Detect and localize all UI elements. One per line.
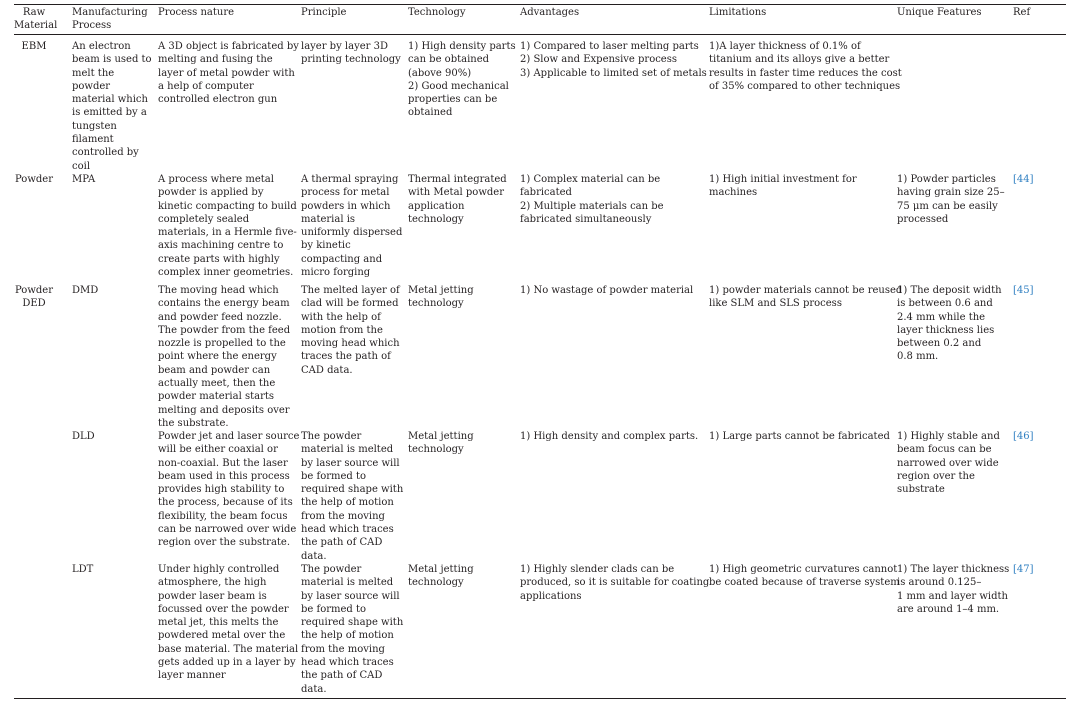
cell-line: having grain size 25– — [897, 187, 1005, 199]
cell-line: tungsten — [72, 120, 117, 132]
cell-line: DLD — [72, 431, 95, 442]
cell-line: atmosphere, the high — [158, 577, 267, 589]
cell-line: powders in which — [301, 200, 391, 212]
cell-line: a help of computer — [158, 80, 254, 92]
cell-line: Powder — [14, 174, 53, 185]
cell-line: non-coaxial. But the laser — [158, 457, 288, 469]
cell-technology — [408, 40, 516, 120]
cell-line: The powder — [301, 431, 362, 442]
cell-line: of 35% compared to other techniques — [709, 80, 901, 92]
cell-line: EBM — [21, 41, 47, 52]
header-process-nature: Process nature — [158, 7, 235, 18]
header-ref: Ref — [1013, 7, 1031, 18]
cell-features — [897, 430, 1000, 496]
cell-line: An electron — [72, 41, 131, 52]
cell-ref[interactable]: [45] — [1013, 285, 1034, 296]
cell-line: contains the energy beam — [158, 298, 290, 310]
cell-line: fabricated simultaneously — [520, 213, 652, 225]
cell-line: narrowed over wide — [897, 457, 999, 469]
cell-line: coil — [72, 160, 91, 172]
cell-line: be coated because of traverse system — [709, 577, 900, 589]
cell-line: kinetic compacting to build — [158, 200, 297, 212]
cell-line: point where the energy — [158, 351, 277, 363]
cell-line: controlled by — [72, 147, 139, 159]
cell-line: powder laser beam is — [158, 590, 267, 602]
cell-line: is between 0.6 and — [897, 298, 993, 310]
cell-line: 2) Slow and Expensive process — [520, 54, 677, 66]
cell-line: A 3D object is fabricated by — [158, 41, 299, 52]
header-unique-features: Unique Features — [897, 7, 982, 18]
cell-line: 1) No wastage of powder material — [520, 285, 694, 296]
cell-line: obtained — [408, 107, 453, 119]
cell-line: (above 90%) — [408, 67, 472, 79]
cell-advantages — [520, 430, 698, 443]
cell-line: results in faster time reduces the cost — [709, 67, 902, 79]
cell-line: MPA — [72, 174, 96, 185]
cell-line: beam focus can be — [897, 444, 992, 456]
cell-line: The powder — [301, 564, 362, 575]
cell-line: 1) High initial investment for — [709, 174, 857, 185]
cell-nature — [158, 430, 299, 550]
cell-line: head which traces — [301, 524, 394, 536]
cell-principle — [301, 40, 401, 67]
header-raw-material-line: Material — [14, 20, 58, 32]
cell-line: technology — [408, 444, 464, 456]
cell-line: 3) Applicable to limited set of metals — [520, 67, 707, 79]
cell-raw-material — [14, 40, 54, 53]
cell-line: provides high stability to — [158, 484, 285, 496]
cell-technology — [408, 563, 474, 590]
cell-limitations — [709, 430, 890, 443]
cell-principle — [301, 430, 403, 563]
cell-line: application — [408, 200, 465, 212]
cell-line: Powder jet and laser source — [158, 431, 300, 442]
cell-line: layer manner — [158, 670, 226, 682]
cell-line: melt the — [72, 67, 115, 79]
cell-process — [72, 173, 95, 186]
cell-process — [72, 430, 95, 443]
cell-line: 2.4 mm while the — [897, 311, 986, 323]
cell-line: is around 0.125– — [897, 577, 982, 589]
cell-line: beam used in this process — [158, 470, 290, 482]
cell-line: can be narrowed over wide — [158, 524, 297, 536]
cell-line: machines — [709, 187, 758, 199]
cell-advantages — [520, 563, 709, 603]
cell-line: CAD data. — [301, 364, 353, 376]
cell-line: Metal jetting — [408, 564, 474, 575]
cell-line: technology — [408, 298, 464, 310]
cell-line: clad will be formed — [301, 298, 399, 310]
header-raw-material — [14, 6, 58, 33]
cell-line: 1 mm and layer width — [897, 590, 1008, 602]
cell-line: material is melted — [301, 577, 394, 589]
cell-line: between 0.2 and — [897, 338, 982, 350]
cell-line: 1) Powder particles — [897, 174, 996, 185]
cell-advantages — [520, 40, 707, 80]
cell-line: 1) The deposit width — [897, 285, 1002, 296]
cell-nature — [158, 40, 299, 106]
table-top-rule — [14, 4, 1066, 5]
header-manufacturing-process-line: Manufacturing — [72, 7, 148, 18]
cell-line: 1) powder materials cannot be reused — [709, 285, 903, 296]
cell-technology — [408, 430, 474, 457]
cell-line: with the help of — [301, 311, 381, 323]
cell-line: be formed to — [301, 470, 367, 482]
cell-line: Metal jetting — [408, 431, 474, 442]
cell-line: 1) High geometric curvatures cannot — [709, 564, 898, 575]
header-limitations: Limitations — [709, 7, 767, 18]
cell-ref[interactable]: [46] — [1013, 431, 1034, 442]
cell-line: flexibility, the beam focus — [158, 510, 288, 522]
cell-features — [897, 173, 1005, 226]
header-technology: Technology — [408, 7, 466, 18]
cell-line: completely sealed — [158, 213, 250, 225]
cell-line: 1)A layer thickness of 0.1% of — [709, 41, 861, 52]
cell-line: 1) Highly slender clads can be — [520, 564, 675, 575]
cell-line: micro forging — [301, 267, 371, 279]
cell-principle — [301, 284, 400, 377]
cell-line: by laser source will — [301, 590, 400, 602]
cell-line: nozzle is propelled to the — [158, 338, 286, 350]
cell-line: material which — [72, 94, 148, 106]
cell-line: layer of metal powder with — [158, 67, 295, 79]
cell-line: focussed over the powder — [158, 603, 289, 615]
cell-line: can be obtained — [408, 54, 490, 66]
cell-line: the path of CAD — [301, 537, 383, 549]
cell-line: the help of motion — [301, 630, 394, 642]
header-manufacturing-process — [72, 6, 148, 33]
cell-line: 2) Good mechanical — [408, 80, 509, 92]
cell-technology — [408, 284, 474, 311]
cell-advantages — [520, 284, 693, 297]
cell-line: the process, because of its — [158, 497, 293, 509]
cell-line: 1) The layer thickness — [897, 564, 1010, 575]
cell-line: Under highly controlled — [158, 564, 280, 575]
cell-line: from the moving — [301, 643, 385, 655]
cell-technology — [408, 173, 507, 226]
cell-line: filament — [72, 134, 114, 146]
cell-line: region over the — [897, 470, 975, 482]
cell-line: 1) Highly stable and — [897, 431, 1000, 442]
header-advantages: Advantages — [520, 7, 580, 18]
header-principle: Principle — [301, 7, 347, 18]
header-raw-material-line: Raw — [22, 7, 46, 18]
cell-features — [897, 284, 1002, 364]
cell-line: will be either coaxial or — [158, 444, 278, 456]
cell-line: be formed to — [301, 603, 367, 615]
cell-line: layer thickness lies — [897, 324, 995, 336]
cell-line: substrate — [897, 484, 945, 496]
cell-line: the substrate. — [158, 417, 229, 429]
cell-principle — [301, 173, 402, 279]
cell-limitations — [709, 173, 857, 200]
cell-line: powdered metal over the — [158, 630, 286, 642]
cell-line: with Metal powder — [408, 187, 504, 199]
cell-line: technology — [408, 213, 464, 225]
cell-line: powder is applied by — [158, 187, 264, 199]
cell-line: printing technology — [301, 54, 401, 66]
cell-line: melting and fusing the — [158, 54, 273, 66]
cell-line: applications — [520, 590, 582, 602]
cell-line: 1) High density parts — [408, 41, 516, 52]
cell-line: Powder — [14, 285, 53, 296]
cell-line: the help of motion — [301, 497, 394, 509]
cell-line: process for metal — [301, 187, 390, 199]
cell-line: traces the path of — [301, 351, 391, 363]
cell-line: controlled electron gun — [158, 94, 278, 106]
cell-line: region over the substrate. — [158, 537, 291, 549]
cell-line: compacting and — [301, 253, 383, 265]
cell-line: DED — [22, 298, 46, 310]
cell-nature — [158, 284, 290, 430]
cell-raw-material — [14, 284, 54, 311]
cell-line: The melted layer of — [301, 285, 400, 296]
cell-line: melting and deposits over — [158, 404, 290, 416]
cell-line: technology — [408, 577, 464, 589]
cell-line: A process where metal — [158, 174, 274, 185]
cell-process — [72, 284, 98, 297]
cell-line: beam and powder can — [158, 364, 271, 376]
cell-ref[interactable]: [47] — [1013, 564, 1034, 575]
table-bottom-rule — [14, 698, 1066, 699]
cell-line: axis machining centre to — [158, 240, 284, 252]
cell-line: 75 μm can be easily — [897, 200, 998, 212]
cell-limitations — [709, 40, 902, 93]
cell-line: 1) Compared to laser melting parts — [520, 41, 699, 52]
cell-advantages — [520, 173, 664, 226]
cell-line: moving head which — [301, 338, 400, 350]
cell-line: Metal jetting — [408, 285, 474, 296]
cell-line: required shape with — [301, 484, 404, 496]
cell-line: material is — [301, 213, 356, 225]
cell-line: 1) Large parts cannot be fabricated — [709, 431, 890, 442]
cell-limitations — [709, 563, 900, 590]
cell-line: The moving head which — [158, 285, 279, 296]
cell-line: LDT — [72, 564, 94, 575]
cell-line: base material. The material — [158, 643, 299, 655]
cell-line: is emitted by a — [72, 107, 147, 119]
cell-raw-material — [14, 173, 54, 186]
cell-line: material is melted — [301, 444, 394, 456]
cell-line: powder material starts — [158, 391, 275, 403]
cell-line: by laser source will — [301, 457, 400, 469]
cell-line: create parts with highly — [158, 253, 280, 265]
cell-line: by kinetic — [301, 240, 351, 252]
cell-line: 1) Complex material can be — [520, 174, 661, 185]
cell-line: processed — [897, 213, 949, 225]
cell-line: from the moving — [301, 510, 385, 522]
cell-line: powder — [72, 80, 111, 92]
cell-line: The powder from the feed — [158, 324, 291, 336]
cell-line: DMD — [72, 285, 99, 296]
cell-nature — [158, 173, 297, 279]
cell-line: uniformly dispersed — [301, 227, 403, 239]
cell-line: and powder feed nozzle. — [158, 311, 282, 323]
cell-line: actually meet, then the — [158, 378, 276, 390]
cell-line: properties can be — [408, 94, 498, 106]
cell-line: head which traces — [301, 657, 394, 669]
cell-line: beam is used to — [72, 54, 152, 66]
cell-line: Thermal integrated — [408, 174, 507, 185]
cell-line: A thermal spraying — [301, 174, 399, 185]
cell-line: metal jet, this melts the — [158, 617, 279, 629]
cell-line: the path of CAD — [301, 670, 383, 682]
cell-line: produced, so it is suitable for coating — [520, 577, 710, 589]
cell-line: motion from the — [301, 324, 383, 336]
header-manufacturing-process-line: Process — [72, 20, 112, 32]
cell-limitations — [709, 284, 902, 311]
table-header-rule — [14, 34, 1066, 35]
cell-principle — [301, 563, 403, 696]
cell-line: materials, in a Hermle five- — [158, 227, 297, 239]
cell-process — [72, 563, 93, 576]
cell-features — [897, 563, 1009, 616]
cell-nature — [158, 563, 298, 683]
cell-line: 1) High density and complex parts. — [520, 431, 699, 442]
cell-line: complex inner geometries. — [158, 267, 294, 279]
cell-line: are around 1–4 mm. — [897, 603, 1000, 615]
cell-line: fabricated — [520, 187, 572, 199]
cell-line: data. — [301, 683, 327, 695]
cell-process — [72, 40, 152, 173]
cell-line: 2) Multiple materials can be — [520, 200, 664, 212]
cell-line: data. — [301, 550, 327, 562]
cell-line: gets added up in a layer by — [158, 657, 296, 669]
cell-line: like SLM and SLS process — [709, 298, 842, 310]
cell-line: layer by layer 3D — [301, 41, 388, 52]
cell-line: titanium and its alloys give a better — [709, 54, 890, 66]
cell-line: 0.8 mm. — [897, 351, 939, 363]
cell-line: required shape with — [301, 617, 404, 629]
cell-ref[interactable]: [44] — [1013, 174, 1034, 185]
